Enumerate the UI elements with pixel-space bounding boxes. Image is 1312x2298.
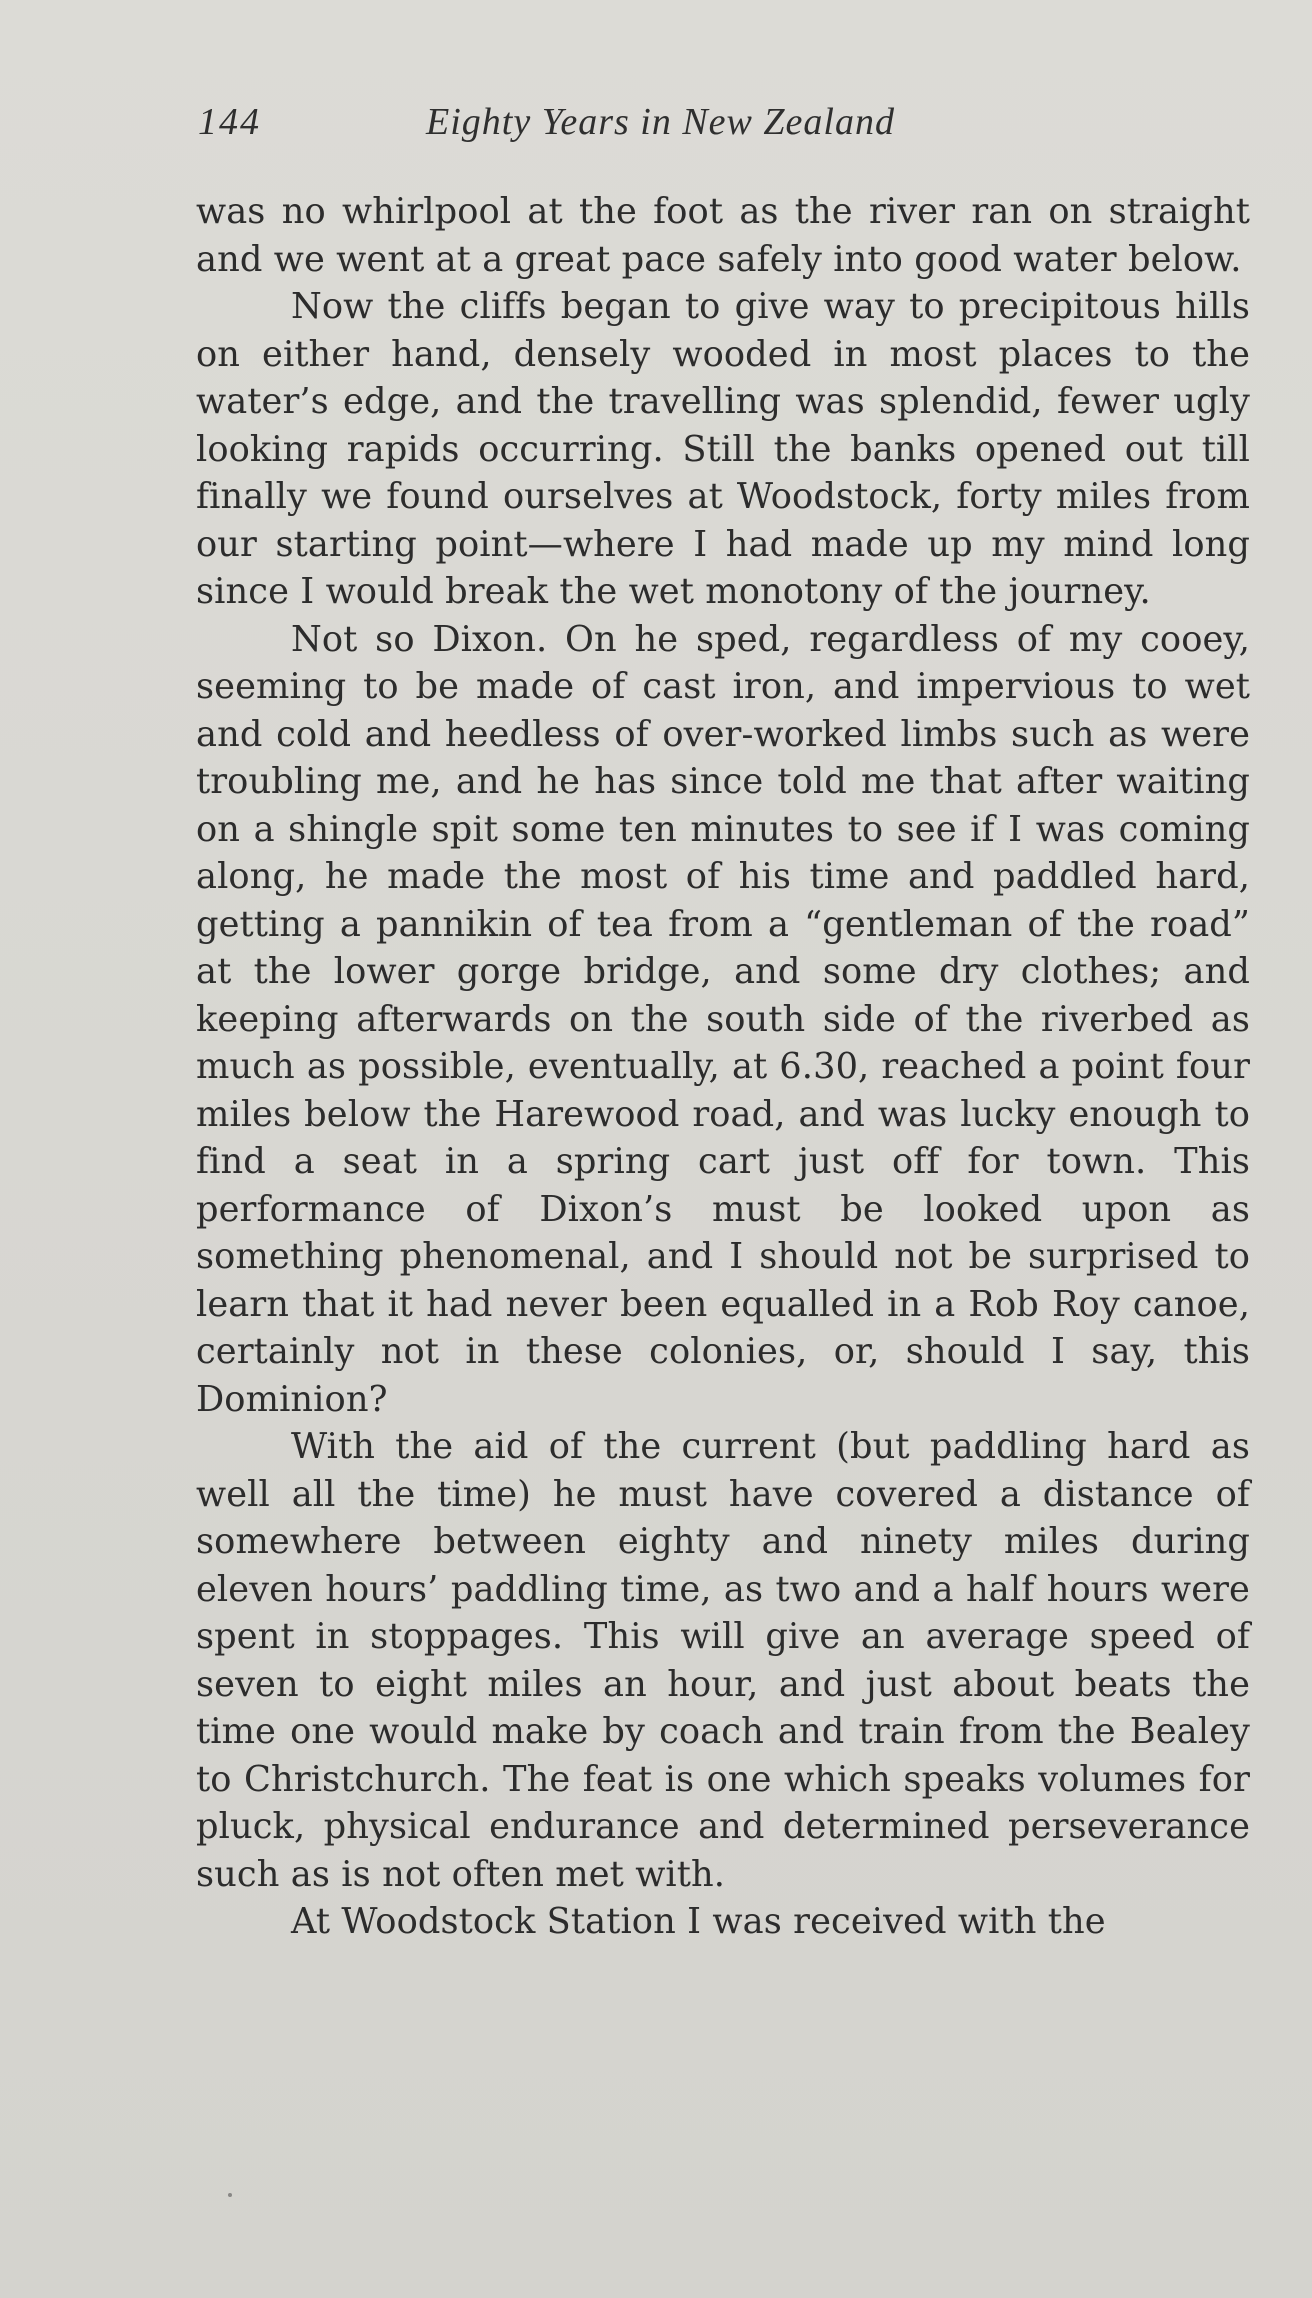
body-text xyxy=(196,188,1250,1946)
paragraph: was no whirlpool at the foot as the river ran on straight and we went at a great pace safely into good water below. xyxy=(196,191,1250,280)
running-title: Eighty Years in New Zealand xyxy=(426,101,895,143)
running-header xyxy=(198,100,1250,160)
paper-speck xyxy=(228,2193,232,2197)
paragraph: With the aid of the current (but paddling hard as well all the time) he must have covered a distance of somewhere between eighty and ninety miles during eleven hours’ paddling time, as two and a half hours were spent in stoppages. This will give an average speed of seven to eight miles an hour, and just about beats the time one would make by coach and train from the Bealey to Christchurch. The feat is one which speaks volumes for pluck, physical endurance and determined perseverance such as is not often met with. xyxy=(196,1426,1250,1895)
paragraph: At Woodstock Station I was received with the xyxy=(291,1901,1106,1942)
paragraph: Not so Dixon. On he sped, regardless of my cooey, seeming to be made of cast iron, and impervious to wet and cold and heedless of over-worked limbs such as were troubling me, and he has since told me that after waiting on a shingle spit some ten minutes to see if I was coming along, he made the most of his time and paddled hard, getting a pannikin of tea from a “gentleman of the road” at the lower gorge bridge, and some dry clothes; and keeping afterwards on the south side of the riverbed as much as possible, eventually, at 6.30, reached a point four miles below the Harewood road, and was lucky enough to find a seat in a spring cart just off for town. This performance of Dixon’s must be looked upon as something phenomenal, and I should not be surprised to learn that it had never been equalled in a Rob Roy canoe, certainly not in these colonies, or, should I say, this Dominion? xyxy=(196,618,1250,1420)
page-number: 144 xyxy=(198,101,261,143)
paragraph: Now the cliffs began to give way to precipitous hills on either hand, densely wooded in most places to the water’s edge, and the travelling was splendid, fewer ugly looking rapids occurring. Still the banks opened out till finally we found ourselves at Woodstock, forty miles from our starting point—where I had made up my mind long since I would break the wet monotony of the journey. xyxy=(196,286,1250,612)
